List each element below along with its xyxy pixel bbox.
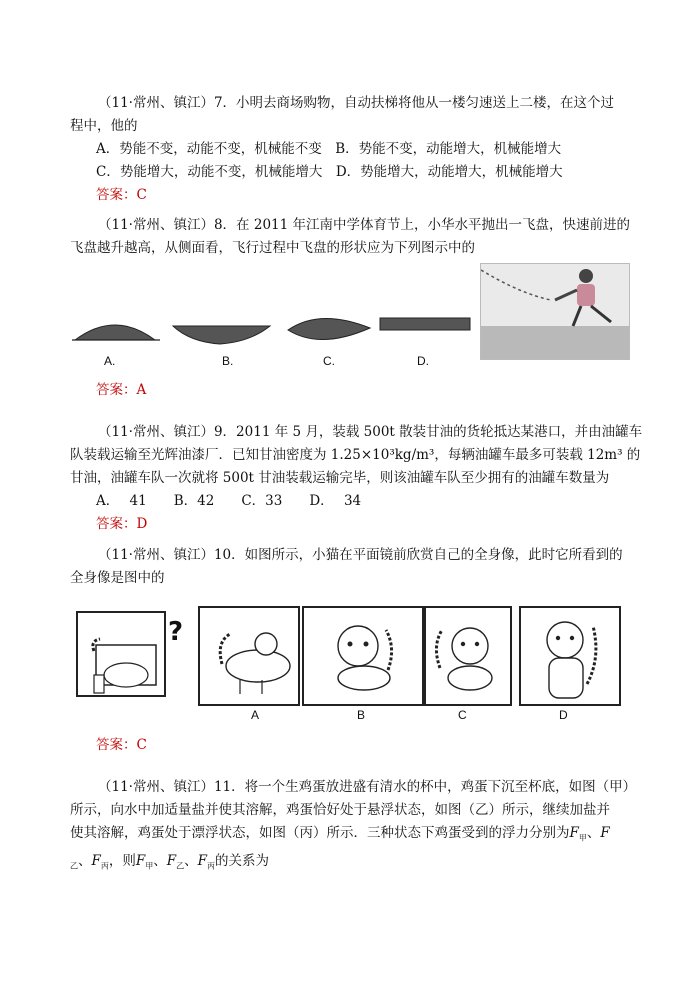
q10-label-c: C: [458, 708, 467, 722]
question-9: [70, 421, 643, 536]
force-subscript-bing: 丙: [207, 861, 215, 871]
q11-line3-text: 使其溶解，鸡蛋处于漂浮状态，如图（丙）所示．三种状态下鸡蛋受到的浮力分别为: [70, 825, 570, 841]
q11-tail: 的关系为: [215, 852, 269, 869]
force-subscript-jia: 甲: [578, 833, 587, 843]
force-subscript-yi: 乙: [176, 861, 185, 871]
force-subscript-yi: 乙: [70, 861, 78, 871]
q8-label-b: B.: [222, 354, 234, 368]
frisbee-shape-a: [75, 325, 155, 340]
q11-line3: [70, 822, 630, 850]
q10-line1: （11·常州、镇江）10．如图所示，小猫在平面镜前欣赏自己的全身像，此时它所看到的: [98, 547, 623, 563]
cat-option-b-box: [302, 606, 424, 706]
question-11: [70, 776, 637, 877]
q10-answer-wrap: [70, 734, 630, 757]
separator: 、: [184, 852, 198, 869]
question-8: [70, 214, 630, 260]
q10-line2: 全身像是图中的: [70, 570, 165, 586]
q7-options-cd: C．势能增大，动能不变，机械能增大 D．势能增大，动能增大，机械能增大: [96, 164, 563, 180]
q8-label-a: A.: [104, 354, 116, 368]
frisbee-shape-b: [173, 326, 270, 344]
force-subscript-jia: 甲: [145, 861, 154, 871]
question-mark-icon: ?: [168, 617, 184, 647]
q9-line3: 甘油，油罐车队一次就将 500t 甘油装载运输完毕，则该油罐车队至少拥有的油罐车数量为: [70, 470, 610, 486]
q8-line1: （11·常州、镇江）8．在 2011 年江南中学体育节上，小华水平抛出一飞盘，快速前进的: [98, 217, 630, 233]
cat-option-a-box: [198, 606, 300, 706]
question-7: [70, 92, 630, 207]
q8-label-c: C.: [323, 354, 335, 368]
force-symbol: F: [569, 825, 579, 841]
q11-line4: [70, 850, 630, 878]
frisbee-shape-c: [288, 318, 370, 339]
q9-options: A． 41 B．42 C．33 D． 34: [96, 493, 362, 509]
mirror-scene-frame: [76, 611, 166, 697]
force-symbol: F: [91, 852, 101, 869]
q11-line1: （11·常州、镇江）11．将一个生鸡蛋放进盛有清水的杯中，鸡蛋下沉至杯底，如图（甲）: [98, 779, 637, 795]
q10-label-d: D: [559, 708, 568, 722]
frisbee-shape-d: [380, 318, 470, 330]
q9-line1: （11·常州、镇江）9．2011 年 5 月，装载 500t 散装甘油的货轮抵达某港口，并由油罐车: [98, 424, 643, 440]
q10-label-b: B: [357, 708, 366, 722]
cat-option-c-box: [424, 606, 512, 706]
separator: 、: [78, 852, 92, 869]
q9-answer: 答案：D: [96, 516, 148, 532]
q9-line2: 队装载运输至光辉油漆厂．已知甘油密度为 1.25×10³kg/m³，每辆油罐车最多可装载 12m³ 的: [70, 447, 641, 463]
force-symbol: F: [600, 825, 610, 841]
cat-option-d-box: [519, 606, 621, 706]
q7-line1: （11·常州、镇江）7．小明去商场购物，自动扶梯将他从一楼匀速送上二楼，在这个过: [98, 95, 615, 111]
separator: 、: [586, 825, 601, 841]
girl-throwing-frisbee-photo: [480, 263, 630, 360]
q10-label-a: A: [251, 708, 260, 722]
q8-label-d: D.: [417, 354, 429, 368]
force-subscript-bing: 丙: [100, 861, 109, 871]
q7-answer: 答案：C: [96, 187, 147, 203]
force-symbol: F: [197, 852, 207, 869]
q8-answer-wrap: [70, 379, 630, 402]
q10-answer: 答案：C: [96, 737, 147, 753]
q11-line2: 所示，向水中加适量盐并使其溶解，鸡蛋恰好处于悬浮状态，如图（乙）所示，继续加盐并: [70, 802, 610, 818]
force-symbol: F: [135, 852, 146, 869]
force-symbol: F: [166, 852, 177, 869]
question-10: [70, 544, 630, 590]
q7-options-ab: A．势能不变，动能不变，机械能不变 B．势能不变，动能增大，机械能增大: [96, 141, 562, 157]
q8-answer: 答案：A: [96, 382, 147, 398]
separator: ，则: [108, 852, 136, 869]
q7-line2: 程中，他的: [70, 118, 138, 134]
separator: 、: [153, 852, 167, 869]
q8-line2: 飞盘越升越高，从侧面看，飞行过程中飞盘的形状应为下列图示中的: [70, 240, 475, 256]
